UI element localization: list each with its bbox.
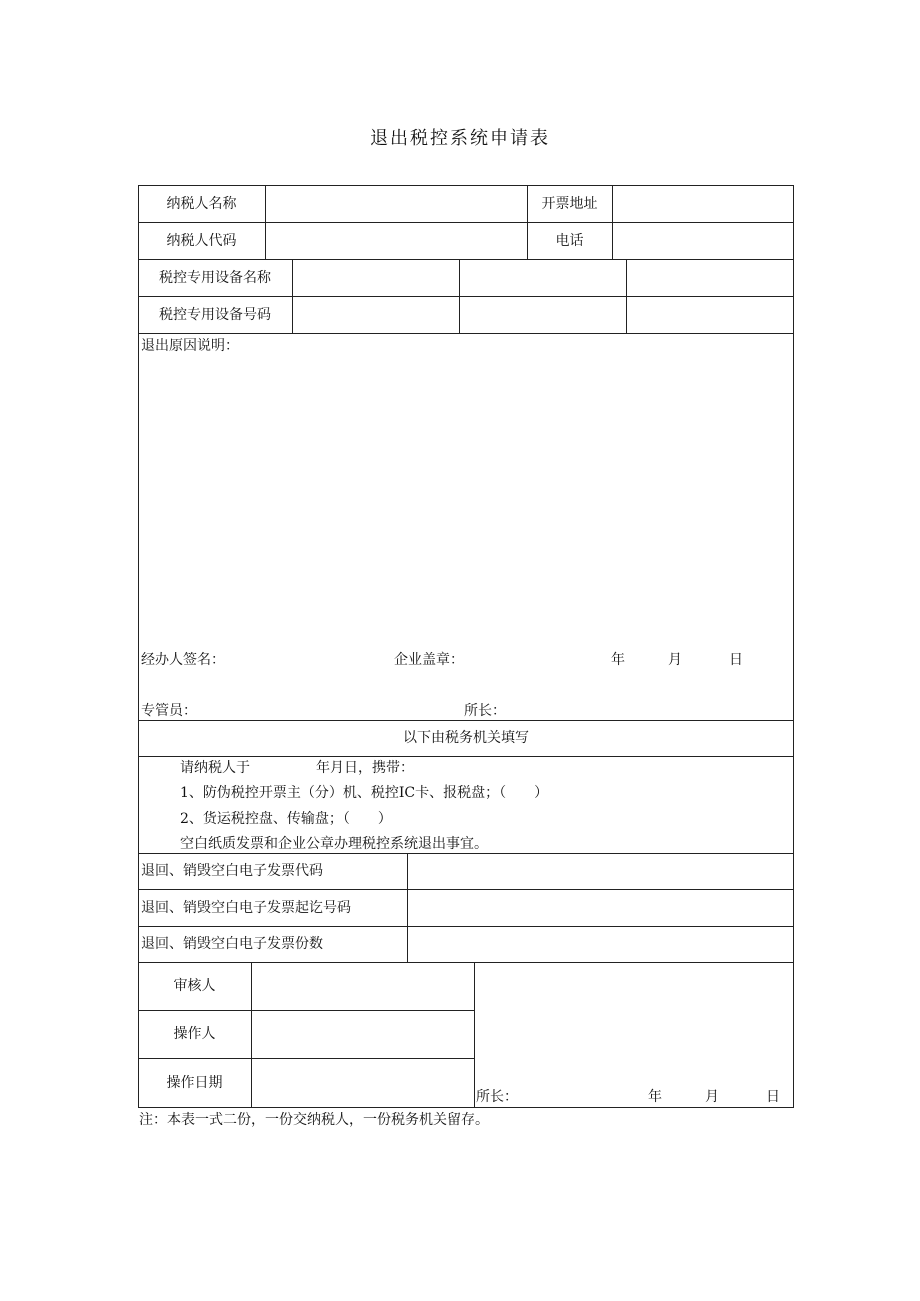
instruction-line4: 空白纸质发票和企业公章办理税控系统退出事宜。 (180, 836, 488, 852)
reviewer-field[interactable] (252, 963, 474, 1010)
instruction-line1-b: 年月日，携带： (316, 760, 414, 776)
footnote: 注：本表一式二份，一份交纳税人，一份税务机关留存。 (139, 1112, 489, 1128)
reason-month-label: 月 (668, 652, 682, 668)
device-number-field-1[interactable] (293, 297, 459, 333)
manager-label: 专管员： (141, 703, 197, 719)
tax-year-label: 年 (648, 1089, 662, 1105)
operation-date-field[interactable] (252, 1059, 474, 1107)
device-number-label: 税控专用设备号码 (159, 307, 271, 323)
instruction-line3: 2、货运税控盘、传输盘；（ ） (180, 811, 392, 827)
taxpayer-code-field[interactable] (266, 223, 527, 259)
phone-label: 电话 (555, 233, 584, 249)
invoice-address-field[interactable] (613, 186, 793, 222)
taxpayer-name-label: 纳税人名称 (166, 196, 237, 212)
tax-day-label: 日 (766, 1089, 780, 1105)
device-name-field-1[interactable] (293, 260, 459, 296)
invoice-code-field[interactable] (408, 854, 793, 889)
reason-day-label: 日 (729, 652, 743, 668)
page-title: 退出税控系统申请表 (370, 128, 550, 149)
invoice-count-label: 退回、销毁空白电子发票份数 (141, 936, 323, 952)
device-name-field-3[interactable] (627, 260, 793, 296)
reviewer-label: 审核人 (173, 978, 216, 994)
tax-month-label: 月 (705, 1089, 719, 1105)
device-name-label: 税控专用设备名称 (159, 270, 271, 286)
taxpayer-name-field[interactable] (266, 186, 527, 222)
device-name-field-2[interactable] (460, 260, 626, 296)
operation-date-label: 操作日期 (166, 1075, 223, 1091)
reason-year-label: 年 (611, 652, 625, 668)
operator-field[interactable] (252, 1011, 474, 1058)
operator-label: 操作人 (173, 1026, 216, 1042)
device-number-field-3[interactable] (627, 297, 793, 333)
tax-office-header: 以下由税务机关填写 (403, 730, 529, 746)
device-number-field-2[interactable] (460, 297, 626, 333)
exit-reason-textarea[interactable] (140, 358, 792, 638)
phone-field[interactable] (613, 223, 793, 259)
taxpayer-code-label: 纳税人代码 (166, 233, 237, 249)
company-seal-label: 企业盖章： (394, 652, 464, 668)
invoice-code-label: 退回、销毁空白电子发票代码 (141, 863, 323, 879)
exit-reason-label: 退出原因说明： (141, 338, 239, 354)
invoice-range-label: 退回、销毁空白电子发票起讫号码 (141, 900, 351, 916)
tax-director-label: 所长： (476, 1089, 518, 1105)
handler-sign-label: 经办人签名： (141, 652, 225, 668)
invoice-count-field[interactable] (408, 927, 793, 962)
invoice-address-label: 开票地址 (541, 196, 598, 212)
reason-director-label: 所长： (464, 703, 506, 719)
instruction-line1-a: 请纳税人于 (180, 760, 250, 776)
instruction-line2: 1、防伪税控开票主（分）机、税控IC卡、报税盘；（ ） (180, 785, 549, 801)
invoice-range-field[interactable] (408, 890, 793, 926)
